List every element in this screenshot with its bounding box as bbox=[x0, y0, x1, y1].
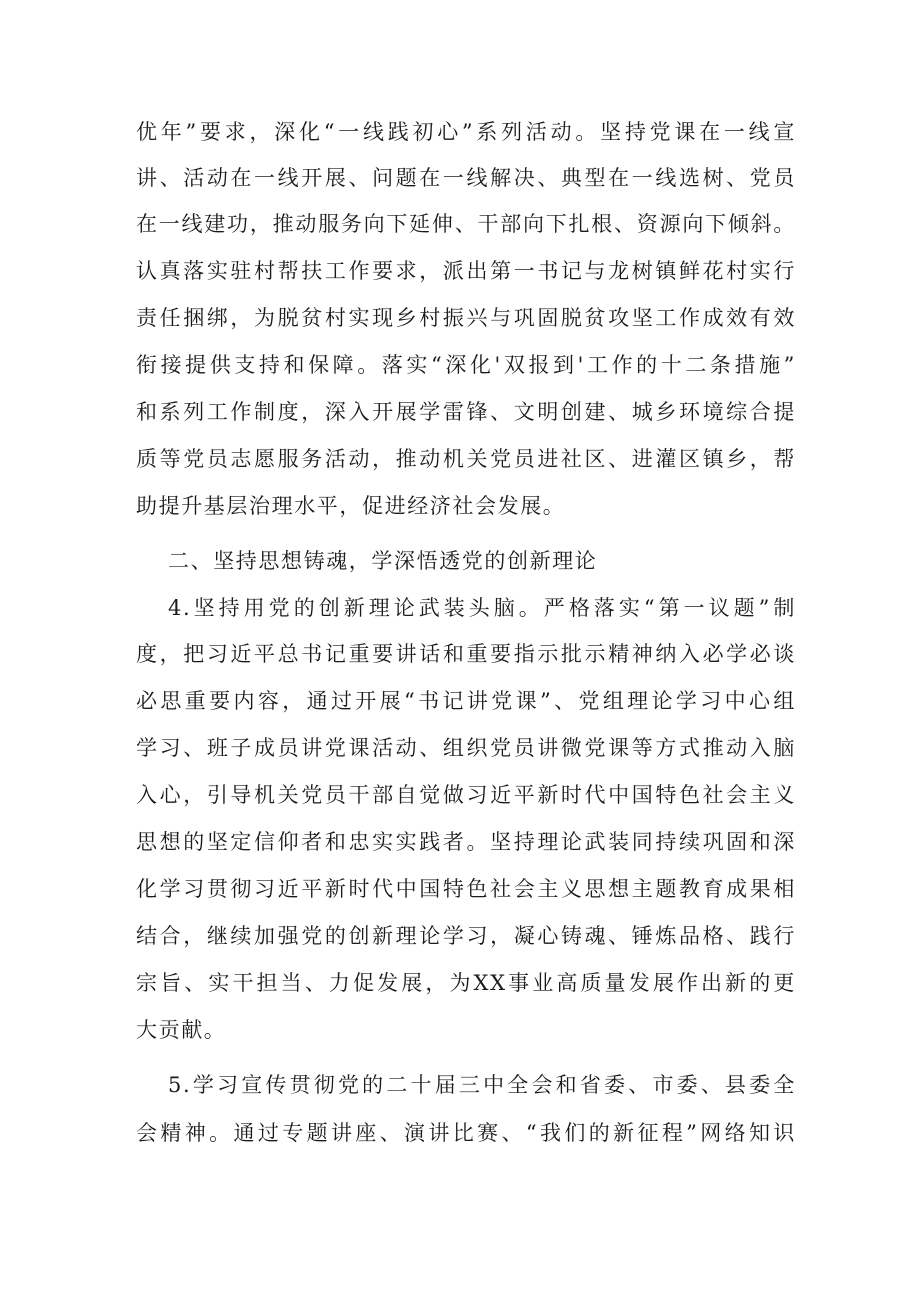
body-text-line: 会精神。通过专题讲座、演讲比赛、“我们的新征程”网络知识 bbox=[136, 1121, 796, 1145]
body-text-line: 在一线建功，推动服务向下延伸、干部向下扎根、资源向下倾斜。 bbox=[136, 212, 796, 236]
body-text-line: 化学习贯彻习近平新时代中国特色社会主义思想主题教育成果相 bbox=[136, 877, 796, 901]
body-text-line: 质等党员志愿服务活动，推动机关党员进社区、进灌区镇乡，帮 bbox=[136, 447, 796, 471]
body-text-line: 度，把习近平总书记重要讲话和重要指示批示精神纳入必学必谈 bbox=[136, 642, 796, 666]
body-text-line: 4.坚持用党的创新理论武装头脑。严格落实“第一议题”制 bbox=[168, 596, 796, 620]
body-text-line: 责任捆绑，为脱贫村实现乡村振兴与巩固脱贫攻坚工作成效有效 bbox=[136, 306, 796, 330]
body-text-line: 结合，继续加强党的创新理论学习，凝心铸魂、锤炼品格、践行 bbox=[136, 924, 796, 948]
body-text-line: 学习、班子成员讲党课活动、组织党员讲微党课等方式推动入脑 bbox=[136, 736, 796, 760]
body-text-line: 认真落实驻村帮扶工作要求，派出第一书记与龙树镇鲜花村实行 bbox=[136, 259, 796, 283]
body-text-line: 必思重要内容，通过开展“书记讲党课”、党组理论学习中心组 bbox=[136, 689, 796, 713]
section-heading: 二、坚持思想铸魂，学深悟透党的创新理论 bbox=[168, 549, 598, 573]
body-text-line: 大贡献。 bbox=[136, 1018, 227, 1042]
body-text-line: 5.学习宣传贯彻党的二十届三中全会和省委、市委、县委全 bbox=[168, 1073, 796, 1097]
body-text-line: 思想的坚定信仰者和忠实实践者。坚持理论武装同持续巩固和深 bbox=[136, 830, 796, 854]
body-text-line: 讲、活动在一线开展、问题在一线解决、典型在一线选树、党员 bbox=[136, 166, 796, 190]
body-text-line: 衔接提供支持和保障。落实“深化'双报到'工作的十二条措施” bbox=[136, 353, 796, 377]
body-text-line: 入心，引导机关党员干部自觉做习近平新时代中国特色社会主义 bbox=[136, 783, 796, 807]
body-text-line: 宗旨、实干担当、力促发展，为XX事业高质量发展作出新的更 bbox=[136, 971, 796, 995]
body-text-line: 助提升基层治理水平，促进经济社会发展。 bbox=[136, 494, 566, 518]
body-text-line: 和系列工作制度，深入开展学雷锋、文明创建、城乡环境综合提 bbox=[136, 400, 796, 424]
body-text-line: 优年”要求，深化“一线践初心”系列活动。坚持党课在一线宣 bbox=[136, 120, 796, 144]
